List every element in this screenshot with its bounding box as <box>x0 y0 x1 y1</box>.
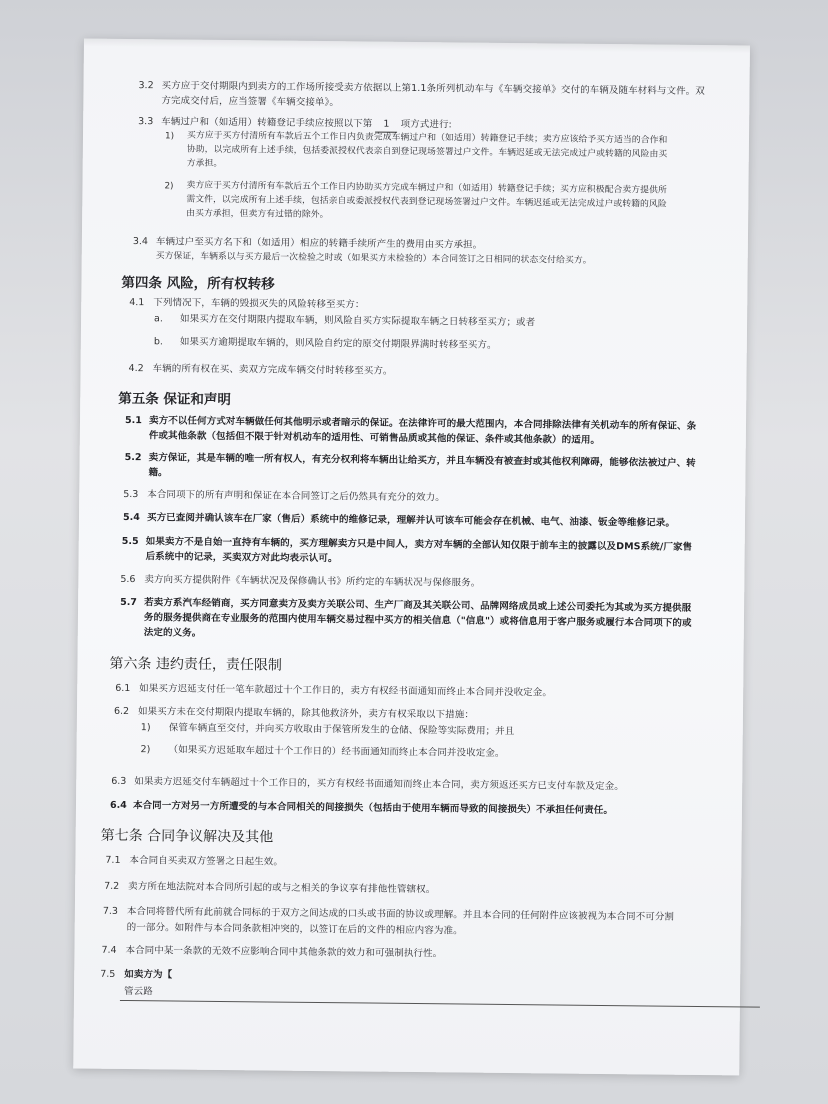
clause-3-4-line: 买方保证，车辆系以与买方最后一次检验之时或（如果买方未检验的）本合同签订之日相同的状态交付给买方。 <box>155 251 592 266</box>
clause-number: 6.1 <box>115 682 131 695</box>
clause-number: 4.2 <box>128 362 144 375</box>
item-number: 2) <box>140 744 151 756</box>
clause-number: 3.3 <box>138 116 154 128</box>
clause-7-2-text: 卖方所在地法院对本合同所引起的或与之相关的争议享有排他性管辖权。 <box>128 881 436 896</box>
clause-number: 5.2 <box>124 451 142 464</box>
clause-number: 5.5 <box>121 535 139 548</box>
article-4-title: 第四条 风险，所有权转移 <box>121 274 275 293</box>
clause-4-1-item: 如果买方在交付期限内提取车辆，则风险自买方实际提取车辆之日转移至买方；或者 <box>180 313 536 329</box>
item-number: 1) <box>140 722 151 734</box>
clause-3-2-line: 方完成交付后，应当签署《车辆交接单》。 <box>161 95 340 109</box>
article-5-title: 第五条 保证和声明 <box>118 390 232 409</box>
clause-number: 5.1 <box>124 414 142 427</box>
clause-5-5-line: 后系统中的记录，买卖双方对此均表示认可。 <box>145 551 338 565</box>
clause-4-1-item: 如果买方逾期提取车辆的，则风险自约定的原交付期限界满时转移至买方。 <box>179 336 497 351</box>
clause-3-3-item-line: 卖方应于买方付清所有车款后五个工作日内协助买方完成车辆过户和（如适用）转籍登记手续；买方应积极配合卖方提供所 <box>186 180 667 196</box>
clause-5-6-text: 卖方向买方提供附件《车辆状况及保修确认书》所约定的车辆状况与保修服务。 <box>144 574 481 589</box>
clause-number: 4.1 <box>129 297 145 309</box>
bottom-rule <box>120 1000 760 1008</box>
clause-7-3-line: 的一部分。如附件与本合同条款相冲突的，以签订在后的文件的相应内容为准。 <box>126 922 463 937</box>
clause-3-3-item-line: 协助，以完成所有上述手续，包括委派授权代表亲自到登记现场签署过户文件。车辆迟延或无法完成过户或转籍的风险由买 <box>186 144 668 160</box>
clause-number: 7.1 <box>105 854 121 866</box>
contract-page <box>73 39 750 1076</box>
clause-number: 3.2 <box>138 80 154 92</box>
clause-6-2-item: （如果买方迟延取车超过十个工作日的）经书面通知而终止本合同并没收定金。 <box>168 744 505 759</box>
clause-number: 6.3 <box>111 775 127 787</box>
clause-5-7-line: 若卖方系汽车经销商，买方同意卖方及卖方关联公司、生产厂商及其关联公司、品牌网络成员或上述公司委托为其或为买方提供服 <box>144 597 692 614</box>
clause-3-3-item-line: 需文件，以完成所有上述手续，包括亲自或委派授权代表到登记现场签署过户文件。车辆迟延或无法完成过户或转籍的风险 <box>186 194 667 210</box>
clause-number: 6.2 <box>113 705 130 718</box>
clause-number: 5.4 <box>122 511 140 524</box>
clause-7-1-text: 本合同自买卖双方签署之日起生效。 <box>129 855 284 868</box>
item-number: 2) <box>164 181 174 192</box>
clause-number: 5.7 <box>120 596 138 609</box>
clause-7-5-text: 如卖方为【 <box>124 968 173 981</box>
clause-7-3-line: 本合同将替代所有此前就合同标的于双方之间达成的口头或书面的协议或理解。并且本合同的任何附件应该被视为本合同不可分割 <box>126 906 675 923</box>
clause-3-3-item-line: 方承担。 <box>186 158 223 169</box>
item-number: a. <box>154 313 163 325</box>
clause-number: 7.4 <box>101 944 117 956</box>
clause-3-3-item-line: 买方应于买方付清所有车款后五个工作日内负责完成车辆过户和（如适用）转籍登记手续；卖方应该给予买方适当的合作和 <box>186 130 668 146</box>
clause-5-3-text: 本合同项下的所有声明和保证在本合同签订之后仍然具有充分的效力。 <box>147 489 445 504</box>
clause-6-3-text: 如果卖方迟延交付车辆超过十个工作日的，买方有权经书面通知而终止本合同，卖方须返还买方已支付车款及定金。 <box>134 776 624 793</box>
transfer-option-field: 1 <box>375 117 397 133</box>
clause-7-4-text: 本合同中某一条款的无效不应影响合同中其他条款的效力和可强制执行性。 <box>125 944 443 960</box>
clause-6-2-item: 保管车辆直至交付，并向买方收取由于保管所发生的仓储、保险等实际费用；并且 <box>168 722 515 738</box>
clause-5-7-line: 法定的义务。 <box>143 627 202 639</box>
clause-5-7-line: 务的服务提供商在专业服务的范围内使用车辆交易过程中买方的相关信息（"信息"）或将信息用于客户服务或履行本合同项下的或 <box>143 612 692 629</box>
article-7-title: 第七条 合同争议解决及其他 <box>100 827 274 846</box>
clause-number: 6.4 <box>109 799 127 812</box>
clause-5-2-line: 籍。 <box>148 467 168 479</box>
clause-6-1-text: 如果买方迟延支付任一笔车款超过十个工作日的，卖方有权经书面通知而终止本合同并没收定金。 <box>139 683 553 699</box>
clause-3-3-intro: 车辆过户和（如适用）转籍登记手续应按照以下第 1 项方式进行: <box>161 114 741 136</box>
clause-number: 5.6 <box>120 573 136 586</box>
clause-number: 7.2 <box>104 880 120 892</box>
clause-5-5-line: 如果卖方不是自始一直持有车辆的，买方理解卖方只是中间人，卖方对车辆的全部认知仅限于前车主的披露以及DMS系统/厂家售 <box>145 536 693 553</box>
clause-3-4-line: 车辆过户至买方名下和（如适用）相应的转籍手续所产生的费用由买方承担。 <box>155 236 483 251</box>
clause-6-4-text: 本合同一方对另一方所遭受的与本合同相关的间接损失（包括由于使用车辆而导致的间接损失）不承担任何责任。 <box>132 800 614 817</box>
clause-number: 7.3 <box>102 905 119 917</box>
clause-5-4-text: 买方已查阅并确认该车在厂家（售后）系统中的维修记录，理解并认可该车可能会存在机械、电气、油漆、钣金等维修记录。 <box>146 512 676 529</box>
clause-number: 5.3 <box>123 488 139 501</box>
clause-5-1-line: 件或其他条款（包括但不限于针对机动车的适用性、可销售品质或其他的保证、条件或其他条款）的适用。 <box>148 430 601 446</box>
article-6-title: 第六条 违约责任，责任限制 <box>109 655 282 674</box>
clause-4-2-text: 车辆的所有权在买、卖双方完成车辆交付时转移至买方。 <box>152 363 393 377</box>
item-number: 1) <box>164 131 175 142</box>
clause-7-5-subtext: 管云路 <box>123 985 153 998</box>
item-number: b. <box>153 336 163 348</box>
clause-4-1-text: 下列情况下，车辆的毁损灭失的风险转移至买方： <box>153 297 365 311</box>
clause-6-2-text: 如果买方未在交付期限内提取车辆的，除其他救济外，卖方有权采取以下措施： <box>137 706 475 721</box>
clause-3-2-line: 买方应于交付期限内到卖方的工作场所接受卖方依据以上第1.1条所列机动车与《车辆交接单》交付的车辆及随车材料与文件。双 <box>161 80 705 98</box>
clause-number: 3.4 <box>132 236 149 248</box>
clause-5-2-line: 卖方保证，其是车辆的唯一所有权人，有充分权利将车辆出让给买方，并且车辆没有被查封或其他权利障碍，能够依法被过户、转 <box>148 452 696 469</box>
clause-number: 7.5 <box>100 968 116 980</box>
clause-3-3-item-line: 由买方承担，但卖方有过错的除外。 <box>186 208 329 221</box>
clause-5-1-line: 卖方不以任何方式对车辆做任何其他明示或者暗示的保证。在法律许可的最大范围内，本合同排除法律有关机动车的所有保证、条 <box>148 415 697 432</box>
